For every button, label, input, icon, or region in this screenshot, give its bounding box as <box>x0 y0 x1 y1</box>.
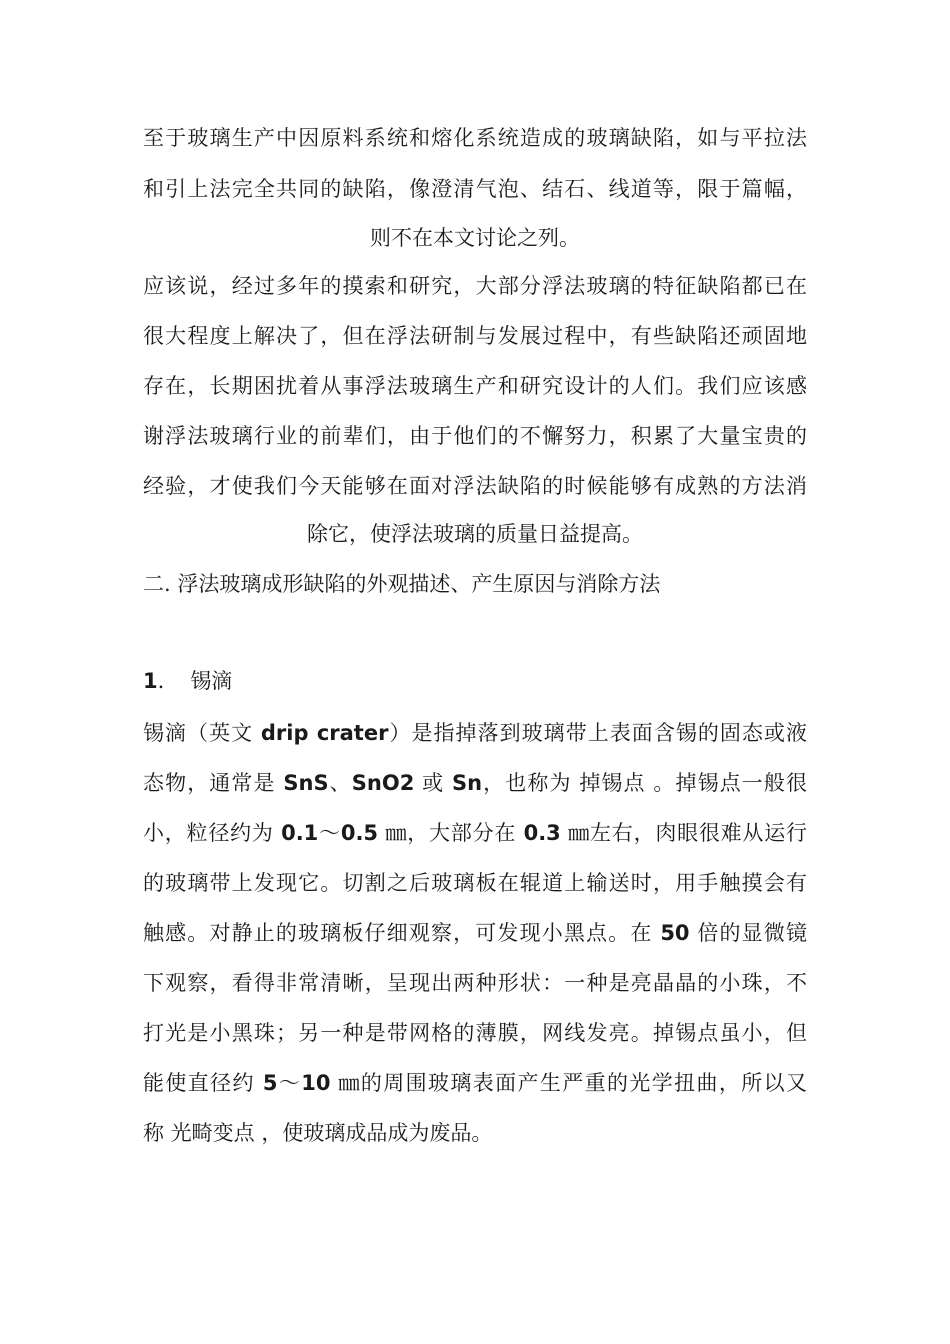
body-line-8 <box>143 1068 807 1098</box>
chem-formula: SnS <box>283 771 329 795</box>
summary-line-5: 经验，才使我们今天能够在面对浮法缺陷的时候能够有成熟的方法消 <box>143 474 807 498</box>
text: ～ <box>277 1071 302 1095</box>
subsection-number: 1 <box>143 669 158 693</box>
text: 倍的显微镜 <box>689 921 807 945</box>
term-english: drip crater <box>260 721 389 745</box>
text: ㎜的周围玻璃表面产生严重的光学扭曲，所以又 <box>330 1071 807 1095</box>
body-line-7: 打光是小黑珠；另一种是带网格的薄膜，网线发亮。掉锡点虽小，但 <box>143 1021 807 1045</box>
text: ，也称为 掉锡点 。掉锡点一般很 <box>482 771 807 795</box>
summary-line-2: 很大程度上解决了，但在浮法研制与发展过程中，有些缺陷还顽固地 <box>143 324 807 348</box>
subsection-heading <box>143 666 807 696</box>
body-line-1 <box>143 718 807 748</box>
intro-line-3: 则不在本文讨论之列。 <box>370 226 580 250</box>
number: 5 <box>262 1071 278 1095</box>
text: 触感。对静止的玻璃板仔细观察，可发现小黑点。在 <box>143 921 661 945</box>
text: 、 <box>328 771 352 795</box>
text: ～ <box>318 821 341 845</box>
number: 0.3 <box>523 821 561 845</box>
summary-line-1: 应该说，经过多年的摸索和研究，大部分浮法玻璃的特征缺陷都已在 <box>143 274 807 298</box>
body-line-6: 下观察，看得非常清晰，呈现出两种形状：一种是亮晶晶的小珠，不 <box>143 971 807 995</box>
body-line-3 <box>143 818 807 848</box>
intro-line-1: 至于玻璃生产中因原料系统和熔化系统造成的玻璃缺陷，如与平拉法 <box>143 126 807 150</box>
body-line-5 <box>143 918 807 948</box>
chem-formula: SnO2 <box>351 771 415 795</box>
text: 或 <box>414 771 452 795</box>
text: 锡滴（英文 <box>143 721 261 745</box>
body-line-2 <box>143 768 807 798</box>
summary-line-6: 除它，使浮法玻璃的质量日益提高。 <box>307 522 643 546</box>
section-number: 二. <box>143 572 171 596</box>
number: 0.5 <box>340 821 379 845</box>
body-line-4: 的玻璃带上发现它。切割之后玻璃板在辊道上输送时，用手触摸会有 <box>143 871 807 895</box>
body-line-9: 称 光畸变点 ，使玻璃成品成为废品。 <box>143 1121 493 1145</box>
text: ㎜左右，肉眼很难从运行 <box>560 821 807 845</box>
section-heading <box>143 569 807 599</box>
summary-line-4: 谢浮法玻璃行业的前辈们，由于他们的不懈努力，积累了大量宝贵的 <box>143 424 807 448</box>
subsection-dot: . <box>157 669 165 693</box>
text: 态物，通常是 <box>143 771 284 795</box>
text: ㎜，大部分在 <box>378 821 524 845</box>
text: 能使直径约 <box>143 1071 263 1095</box>
intro-line-2: 和引上法完全共同的缺陷，像澄清气泡、结石、线道等，限于篇幅， <box>143 177 807 201</box>
text: ）是指掉落到玻璃带上表面含锡的固态或液 <box>388 721 807 745</box>
number: 0.1 <box>281 821 319 845</box>
subsection-title: 锡滴 <box>190 669 233 693</box>
number: 10 <box>301 1071 331 1095</box>
section-title: 浮法玻璃成形缺陷的外观描述、产生原因与消除方法 <box>177 572 661 596</box>
summary-line-3: 存在，长期困扰着从事浮法玻璃生产和研究设计的人们。我们应该感 <box>143 374 807 398</box>
chem-formula: Sn <box>451 771 483 795</box>
number: 50 <box>660 921 690 945</box>
text: 小，粒径约为 <box>143 821 282 845</box>
